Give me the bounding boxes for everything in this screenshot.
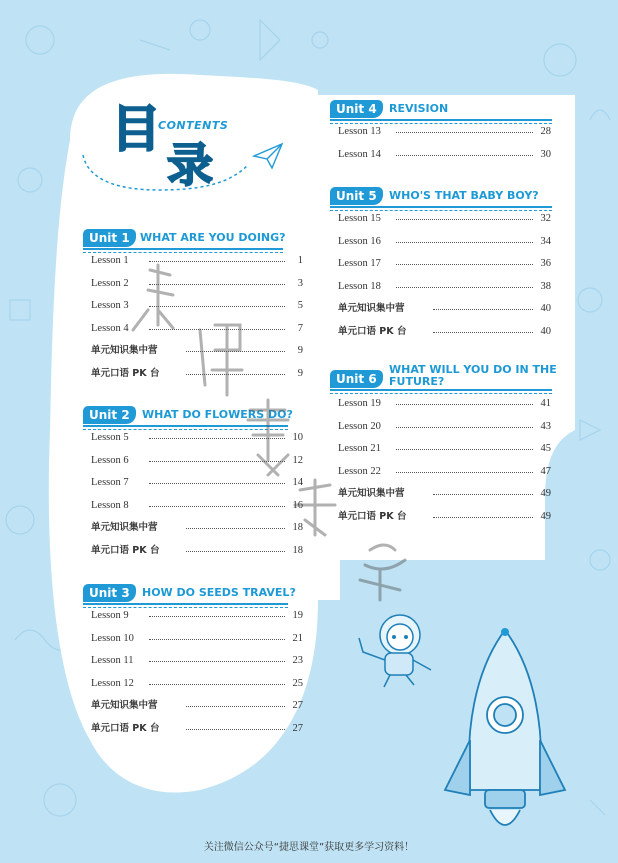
toc-row-page: 47	[540, 465, 551, 477]
unit-title: WHAT ARE YOU DOING?	[140, 231, 286, 244]
unit-title-line1: WHAT WILL YOU DO IN THE	[389, 363, 557, 376]
toc-row-label: Lesson 9	[91, 610, 129, 621]
toc-row-page: 38	[540, 280, 551, 292]
dot-leader	[396, 132, 533, 133]
toc-row-label: Lesson 19	[338, 398, 381, 409]
unit-title: HOW DO SEEDS TRAVEL?	[142, 586, 296, 599]
dot-leader	[149, 684, 285, 685]
toc-row-label: Lesson 16	[338, 235, 381, 247]
toc-row-label: Lesson 4	[91, 322, 129, 334]
toc-row-page: 30	[540, 149, 551, 160]
dot-leader	[396, 155, 533, 156]
unit-header-5	[330, 187, 552, 205]
toc-row-label: Lesson 21	[338, 443, 381, 455]
toc-row-page: 18	[292, 522, 303, 534]
toc-row-page: 34	[540, 235, 551, 247]
toc-row-label: Lesson 18	[338, 280, 381, 292]
unit-rule-dashed	[330, 210, 552, 211]
toc-row-label: 单元口语 PK 台	[338, 326, 407, 337]
dashed-swirl	[78, 150, 268, 200]
toc-row-page: 25	[292, 677, 303, 689]
toc-row-page: 28	[540, 126, 551, 137]
toc-row-label: Lesson 5	[91, 432, 129, 443]
toc-row-page: 14	[292, 477, 303, 489]
toc-row[interactable]	[91, 677, 303, 691]
toc-row[interactable]	[91, 699, 303, 713]
unit-title-line2: FUTURE?	[389, 375, 445, 388]
toc-row-page: 1	[297, 255, 303, 266]
toc-row-page: 5	[297, 300, 303, 312]
toc-row-label: Lesson 6	[91, 454, 129, 466]
toc-row-page: 3	[297, 277, 303, 289]
toc-row-label: Lesson 20	[338, 420, 381, 432]
unit-title: REVISION	[389, 102, 449, 115]
unit-title: WHO'S THAT BABY BOY?	[389, 189, 539, 202]
toc-row-label: Lesson 17	[338, 258, 381, 270]
svg-text:目: 目	[111, 100, 161, 154]
toc-row-page: 27	[292, 723, 303, 734]
toc-row-label: Lesson 15	[338, 213, 381, 224]
toc-row[interactable]	[338, 212, 551, 226]
toc-row[interactable]	[338, 148, 551, 162]
toc-row-label: 单元知识集中营	[338, 303, 405, 315]
toc-row-label: 单元知识集中营	[91, 700, 158, 712]
toc-row-label: Lesson 22	[338, 465, 381, 477]
toc-row-page: 40	[540, 303, 551, 315]
toc-row-label: 单元口语 PK 台	[91, 723, 160, 734]
toc-row-page: 43	[540, 420, 551, 432]
toc-row-page: 40	[540, 326, 551, 337]
toc-row-label: 单元知识集中营	[91, 522, 158, 534]
toc-row-page: 7	[297, 322, 303, 334]
toc-row-label: Lesson 14	[338, 149, 381, 160]
toc-row-page: 41	[540, 398, 551, 409]
watermark-stamp	[130, 240, 460, 660]
toc-row-page: 45	[540, 443, 551, 455]
unit-rule-dashed	[330, 123, 552, 124]
toc-row-label: Lesson 8	[91, 499, 129, 511]
unit-title: WHAT DO FLOWERS DO?	[142, 408, 293, 421]
toc-row-page: 27	[292, 700, 303, 712]
toc-row-label: Lesson 12	[91, 677, 134, 689]
svg-text:录: 录	[167, 138, 213, 187]
toc-row-label: 单元口语 PK 台	[91, 368, 160, 379]
paper-plane-icon	[252, 142, 284, 170]
unit-tag: Unit 3	[83, 584, 136, 602]
unit-tag: Unit 6	[330, 370, 383, 388]
toc-row-label: 单元口语 PK 台	[91, 545, 160, 556]
contents-subtitle: CONTENTS	[158, 119, 229, 132]
unit-tag: Unit 5	[330, 187, 383, 205]
astronaut-illustration	[345, 605, 440, 690]
toc-row-label: Lesson 10	[91, 632, 134, 644]
dot-leader	[186, 706, 285, 707]
toc-row-page: 49	[540, 488, 551, 500]
unit-tag: Unit 4	[330, 100, 383, 118]
toc-row-page: 10	[292, 432, 303, 443]
rocket-illustration	[440, 620, 570, 850]
toc-row-label: 单元知识集中营	[91, 345, 158, 357]
dot-leader	[186, 729, 285, 730]
footer-note: 关注微信公众号“捷思课堂”获取更多学习资料！	[203, 842, 415, 853]
toc-row-label: Lesson 3	[91, 300, 129, 312]
toc-row-page: 32	[540, 213, 551, 224]
toc-row-page: 21	[292, 632, 303, 644]
unit-rule	[330, 206, 552, 208]
toc-row-page: 36	[540, 258, 551, 270]
toc-row-label: Lesson 7	[91, 477, 129, 489]
toc-row-page: 23	[292, 655, 303, 667]
dot-leader	[396, 219, 533, 220]
toc-row-label: 单元知识集中营	[338, 488, 405, 500]
toc-row-page: 16	[292, 499, 303, 511]
toc-row-page: 9	[297, 368, 303, 379]
toc-row-page: 12	[292, 454, 303, 466]
toc-row-page: 49	[540, 511, 551, 522]
toc-row-page: 19	[292, 610, 303, 621]
toc-row-label: Lesson 13	[338, 126, 381, 137]
unit-tag: Unit 2	[83, 406, 136, 424]
dot-leader	[149, 661, 285, 662]
toc-row[interactable]	[338, 125, 551, 139]
unit-header-4	[330, 100, 552, 118]
toc-row-page: 9	[297, 345, 303, 357]
toc-row[interactable]	[91, 722, 303, 736]
toc-row-label: 单元口语 PK 台	[338, 511, 407, 522]
toc-row-label: Lesson 2	[91, 277, 129, 289]
toc-row-page: 18	[292, 545, 303, 556]
toc-row-label: Lesson 1	[91, 255, 129, 266]
unit-tag: Unit 1	[83, 229, 136, 247]
toc-row-label: Lesson 11	[91, 655, 134, 667]
unit-rule	[330, 119, 552, 121]
